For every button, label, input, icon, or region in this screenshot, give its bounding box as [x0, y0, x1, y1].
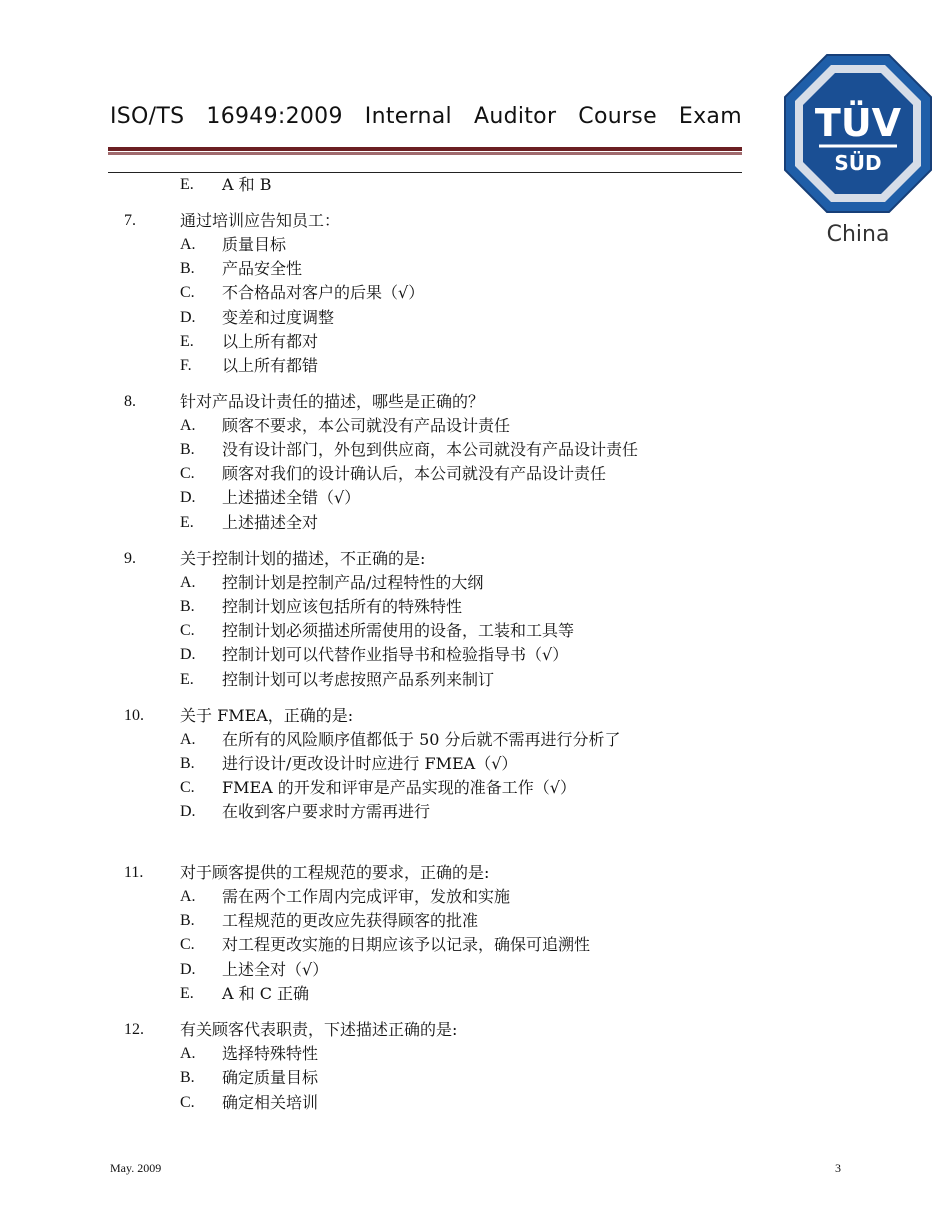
- option-letter: B.: [180, 598, 195, 615]
- logo-region: China: [826, 222, 890, 247]
- document-title: [110, 104, 742, 129]
- option-text: 选择特殊特性: [222, 1044, 319, 1063]
- question-number: 9.: [124, 550, 136, 567]
- option-text: 以上所有都错: [222, 356, 319, 375]
- title-word: Internal: [364, 104, 452, 129]
- option-text: 顾客不要求，本公司就没有产品设计责任: [222, 416, 511, 435]
- option-letter: E.: [180, 985, 194, 1002]
- option-text: FMEA 的开发和评审是产品实现的准备工作（√）: [222, 778, 577, 797]
- option-text: 变差和过度调整: [222, 308, 335, 327]
- option-text: 控制计划可以考虑按照产品系列来制订: [222, 670, 495, 689]
- logo-brand-bottom: SÜD: [834, 151, 882, 175]
- header-rule-thin: [108, 172, 742, 173]
- option-text: 确定相关培训: [222, 1093, 319, 1112]
- option-letter: B.: [180, 260, 195, 277]
- question-number: 8.: [124, 393, 136, 410]
- option-text: 对工程更改实施的日期应该予以记录，确保可追溯性: [222, 935, 591, 954]
- option-text: 在所有的风险顺序值都低于 50 分后就不需再进行分析了: [222, 730, 621, 749]
- option-letter: A.: [180, 888, 196, 905]
- question-text: 通过培训应告知员工：: [180, 211, 341, 230]
- option-text: 控制计划必须描述所需使用的设备，工装和工具等: [222, 621, 575, 640]
- option-letter: E.: [180, 176, 194, 193]
- option-letter: B.: [180, 755, 195, 772]
- logo-brand-top: TÜV: [814, 101, 902, 145]
- question-text: 针对产品设计责任的描述，哪些是正确的？: [180, 392, 485, 411]
- option-text: 上述全对（√）: [222, 960, 329, 979]
- option-text: 产品安全性: [222, 259, 303, 278]
- option-text: A 和 C 正确: [222, 984, 310, 1003]
- option-letter: B.: [180, 441, 195, 458]
- option-letter: E.: [180, 514, 194, 531]
- option-letter: D.: [180, 646, 196, 663]
- option-letter: C.: [180, 465, 195, 482]
- option-letter: A.: [180, 731, 196, 748]
- option-letter: E.: [180, 671, 194, 688]
- option-text: A 和 B: [222, 175, 272, 194]
- header-rule-light: [108, 152, 742, 155]
- option-text: 不合格品对客户的后果（√）: [222, 283, 425, 302]
- option-letter: F.: [180, 357, 192, 374]
- option-letter: B.: [180, 1069, 195, 1086]
- option-letter: C.: [180, 284, 195, 301]
- option-text: 上述描述全对: [222, 513, 319, 532]
- option-letter: A.: [180, 417, 196, 434]
- title-word: ISO/TS: [110, 104, 185, 129]
- question-text: 关于控制计划的描述，不正确的是:: [180, 549, 426, 568]
- title-word: Auditor: [473, 104, 557, 129]
- option-letter: D.: [180, 489, 196, 506]
- option-text: 质量目标: [222, 235, 287, 254]
- question-number: 11.: [124, 864, 144, 881]
- option-letter: C.: [180, 779, 195, 796]
- tuv-sud-logo: [783, 52, 933, 257]
- option-text: 控制计划是控制产品/过程特性的大纲: [222, 573, 484, 592]
- option-letter: A.: [180, 236, 196, 253]
- option-letter: A.: [180, 574, 196, 591]
- tuv-octagon-icon: [783, 52, 933, 217]
- option-text: 需在两个工作周内完成评审，发放和实施: [222, 887, 511, 906]
- question-number: 12.: [124, 1021, 144, 1038]
- option-letter: B.: [180, 912, 195, 929]
- option-text: 进行设计/更改设计时应进行 FMEA（√）: [222, 754, 518, 773]
- option-text: 确定质量目标: [222, 1068, 319, 1087]
- title-word: 16949:2009: [206, 104, 343, 129]
- option-text: 没有设计部门，外包到供应商，本公司就没有产品设计责任: [222, 440, 639, 459]
- option-letter: C.: [180, 1094, 195, 1111]
- question-number: 10.: [124, 707, 144, 724]
- option-letter: A.: [180, 1045, 196, 1062]
- footer-date: May. 2009: [110, 1161, 162, 1175]
- title-word: Course: [578, 104, 657, 129]
- header-rule-dark: [108, 147, 742, 151]
- option-text: 顾客对我们的设计确认后，本公司就没有产品设计责任: [222, 464, 607, 483]
- page-number: 3: [835, 1161, 841, 1175]
- title-word: Exam: [678, 104, 742, 129]
- option-letter: D.: [180, 961, 196, 978]
- option-text: 在收到客户要求时方需再进行: [222, 802, 431, 821]
- question-number: 7.: [124, 212, 136, 229]
- option-letter: D.: [180, 803, 196, 820]
- option-text: 工程规范的更改应先获得顾客的批准: [222, 911, 479, 930]
- option-text: 控制计划可以代替作业指导书和检验指导书（√）: [222, 645, 569, 664]
- question-text: 关于 FMEA，正确的是:: [180, 706, 354, 725]
- option-letter: D.: [180, 309, 196, 326]
- option-letter: C.: [180, 936, 195, 953]
- option-letter: E.: [180, 333, 194, 350]
- option-text: 上述描述全错（√）: [222, 488, 361, 507]
- question-text: 有关顾客代表职责，下述描述正确的是:: [180, 1020, 458, 1039]
- option-text: 控制计划应该包括所有的特殊特性: [222, 597, 463, 616]
- option-letter: C.: [180, 622, 195, 639]
- question-text: 对于顾客提供的工程规范的要求，正确的是:: [180, 863, 490, 882]
- option-text: 以上所有都对: [222, 332, 319, 351]
